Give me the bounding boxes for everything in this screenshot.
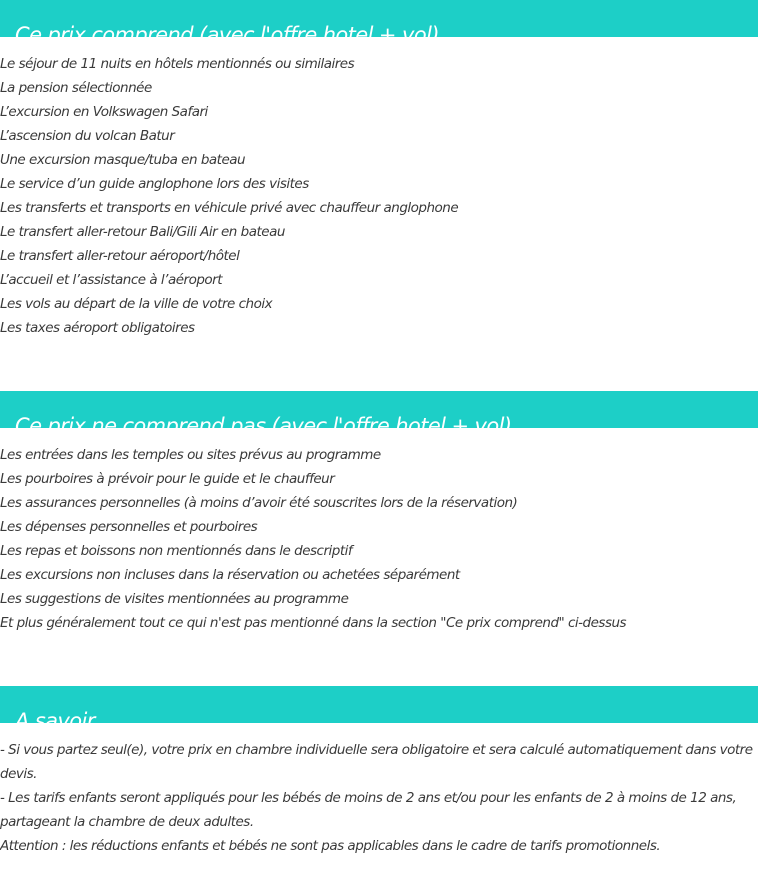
list-item: Et plus généralement tout ce qui n'est pas mentionné dans la section "Ce prix comprend" ci-dessus <box>0 615 627 631</box>
list-item: Les suggestions de visites mentionnées au programme <box>0 591 349 607</box>
info-block <box>0 738 758 858</box>
list-item: Les vols au départ de la ville de votre choix <box>0 296 273 312</box>
list-item: L’excursion en Volkswagen Safari <box>0 104 208 120</box>
list-item: Les excursions non incluses dans la réservation ou achetées séparément <box>0 567 460 583</box>
info-paragraph: - Si vous partez seul(e), votre prix en chambre individuelle sera obligatoire et sera calculé automatiquement dans votre devis. <box>0 742 753 782</box>
excludes-list <box>0 443 758 635</box>
section-header-includes <box>0 0 758 48</box>
list-item: L’accueil et l’assistance à l’aéroport <box>0 272 223 288</box>
section-title-info: A savoir <box>15 709 95 734</box>
list-item: Une excursion masque/tuba en bateau <box>0 152 246 168</box>
list-item: Le service d’un guide anglophone lors des visites <box>0 176 309 192</box>
list-item: Les assurances personnelles (à moins d’avoir été souscrites lors de la réservation) <box>0 495 518 511</box>
list-item: Les dépenses personnelles et pourboires <box>0 519 258 535</box>
section-header-excludes <box>0 391 758 439</box>
includes-list <box>0 52 758 340</box>
list-item: Le séjour de 11 nuits en hôtels mentionnés ou similaires <box>0 56 355 72</box>
list-item: Les repas et boissons non mentionnés dans le descriptif <box>0 543 353 559</box>
list-item: Les taxes aéroport obligatoires <box>0 320 195 336</box>
list-item: Les pourboires à prévoir pour le guide et le chauffeur <box>0 471 335 487</box>
section-header-info <box>0 686 758 734</box>
list-item: Le transfert aller-retour Bali/Gili Air en bateau <box>0 224 285 240</box>
list-item: La pension sélectionnée <box>0 80 152 96</box>
info-paragraph: Attention : les réductions enfants et bébés ne sont pas applicables dans le cadre de tarifs promotionnels. <box>0 838 661 854</box>
section-title-excludes: Ce prix ne comprend pas (avec l'offre hotel + vol) <box>15 414 512 439</box>
section-title-includes: Ce prix comprend (avec l'offre hotel + vol) <box>15 23 439 48</box>
list-item: Les transferts et transports en véhicule privé avec chauffeur anglophone <box>0 200 459 216</box>
info-paragraph: - Les tarifs enfants seront appliqués pour les bébés de moins de 2 ans et/ou pour les enfants de 2 à moins de 12 ans, partageant la chambre de deux adultes. <box>0 790 737 830</box>
list-item: L’ascension du volcan Batur <box>0 128 175 144</box>
list-item: Le transfert aller-retour aéroport/hôtel <box>0 248 240 264</box>
list-item: Les entrées dans les temples ou sites prévus au programme <box>0 447 381 463</box>
